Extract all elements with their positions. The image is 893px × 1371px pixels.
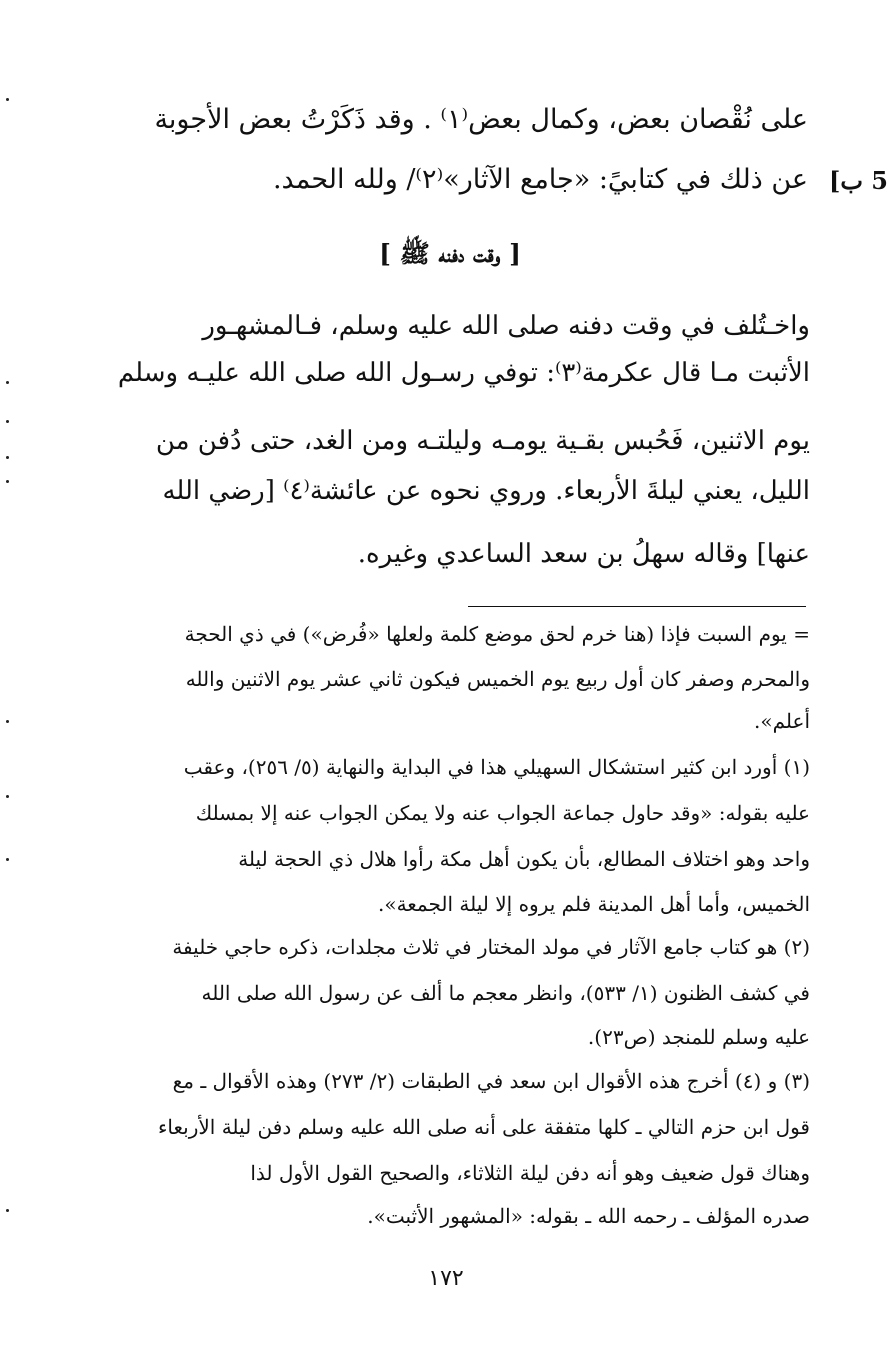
footnote-separator [468,606,806,607]
footnote-line: واحد وهو اختلاف المطالع، بأن يكون أهل مكة رأوا هلال ذي الحجة ليلة [238,847,810,871]
footnote-line: وهناك قول ضعيف وهو أنه دفن ليلة الثلاثاء، والصحيح القول الأول لذا [250,1161,810,1185]
section-heading: [ وقت دفنه ﷺ ] [379,239,521,268]
footnote-line: عليه بقوله: «وقد حاول جماعة الجواب عنه ولا يمكن الجواب عنه إلا بمسلك [195,801,810,825]
footnote-line: أعلم». [753,709,810,733]
scan-speck [6,795,9,798]
scan-speck [6,420,9,423]
main-text-line: على نُقْصان بعض، وكمال بعض⁽١⁾ . وقد ذَكَرْتُ بعض الأجوبة [154,104,808,135]
scan-speck [6,98,9,101]
footnote-line: والمحرم وصفر كان أول ربيع يوم الخميس فيكون ثاني عشر يوم الاثنين والله [185,667,810,691]
footnote-line: الخميس، وأما أهل المدينة فلم يروه إلا ليلة الجمعة». [377,892,810,916]
footnote-line: (٢) هو كتاب جامع الآثار في مولد المختار في ثلاث مجلدات، ذكره حاجي خليفة [172,935,810,959]
footnote-line: في كشف الظنون (١/ ٥٣٣)، وانظر معجم ما ألف عن رسول الله صلى الله [201,981,810,1005]
main-text-line: عن ذلك في كتابيً: «جامع الآثار»⁽٢⁾/ ولله الحمد. [272,164,808,195]
scan-speck [6,381,9,384]
footnote-line: صدره المؤلف ـ رحمه الله ـ بقوله: «المشهور الأثبت». [367,1204,810,1228]
footnote-line: قول ابن حزم التالي ـ كلها متفقة على أنه صلى الله عليه وسلم دفن ليلة الأربعاء [158,1115,810,1139]
paragraph-line: عنها] وقاله سهلُ بن سعد الساعدي وغيره. [357,539,810,569]
scan-speck [6,858,9,861]
footnote-line: = يوم السبت فإذا (هنا خرم لحق موضع كلمة ولعلها «فُرض») في ذي الحجة [184,622,810,646]
scan-speck [6,1209,9,1212]
scan-speck [6,720,9,723]
paragraph-line: الأثبت مـا قال عكرمة⁽٣⁾: توفي رسـول الله صلى الله عليـه وسلم [117,358,810,388]
footnote-line: (١) أورد ابن كثير استشكال السهيلي هذا في البداية والنهاية (٥/ ٢٥٦)، وعقب [183,755,810,779]
paragraph-line: واخـتُلف في وقت دفنه صلى الله عليه وسلم، فـالمشهـور [202,311,810,341]
page-number: ١٧٢ [428,1266,464,1291]
footnote-line: عليه وسلم للمنجد (ص٢٣). [587,1025,810,1049]
footnote-line: (٣) و (٤) أخرج هذه الأقوال ابن سعد في الطبقات (٢/ ٢٧٣) وهذه الأقوال ـ مع [172,1069,810,1093]
scan-speck [6,480,9,483]
manuscript-folio-marker: 5 ب] [828,166,888,195]
scan-speck [6,456,9,459]
paragraph-line: يوم الاثنين، فَحُبس بقـية يومـه وليلتـه ومن الغد، حتى دُفن من [155,426,810,456]
paragraph-line: الليل، يعني ليلةَ الأربعاء. وروي نحوه عن عائشة⁽٤⁾ [رضي الله [162,476,810,506]
